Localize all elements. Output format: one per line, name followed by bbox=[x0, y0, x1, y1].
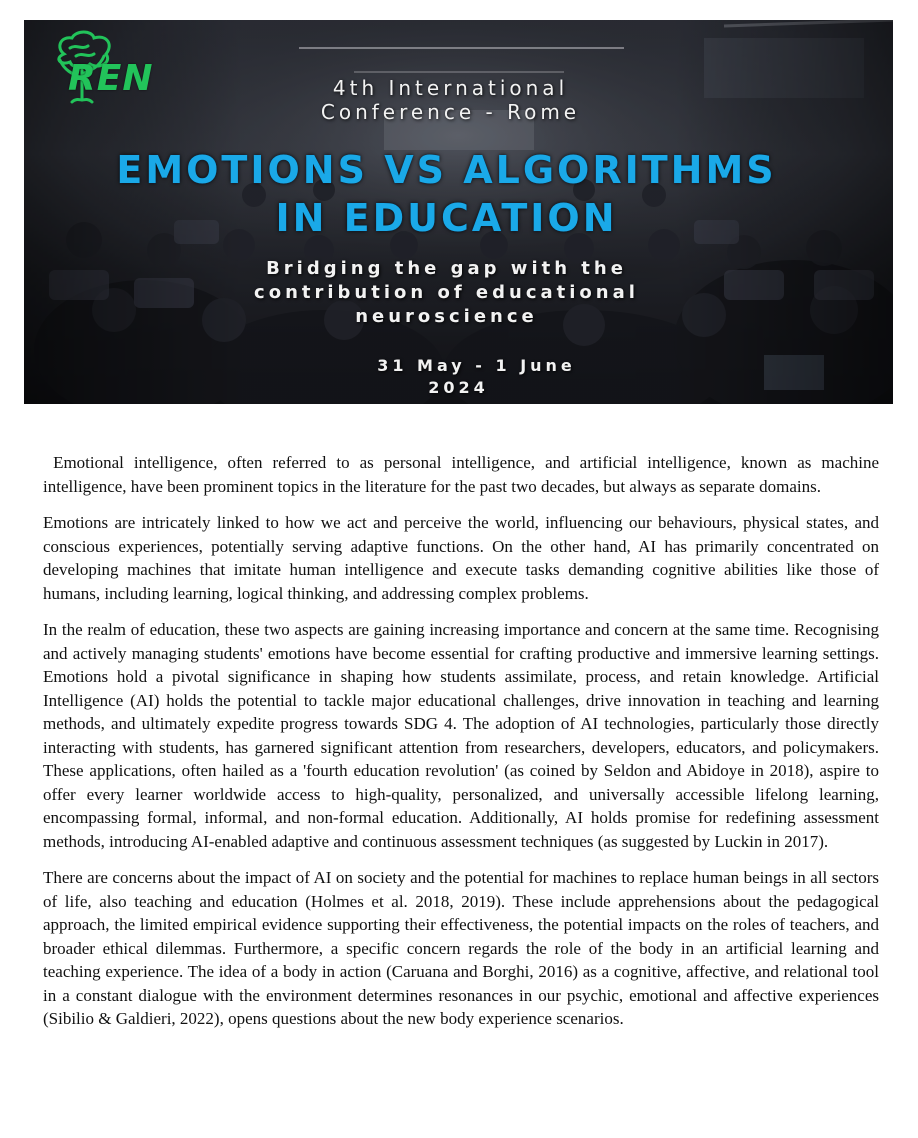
conference-edition: 4th International bbox=[332, 76, 569, 100]
paragraph-emotions: Emotions are intricately linked to how we act and perceive the world, influencing our behaviours, physical states, and conscious experiences, potentially serving adaptive functions. On the other hand, AI has primarily concentrated on developing machines that imitate human intelligence and execute tasks demanding cognitive abilities like those of humans, including learning, logical thinking, and addressing complex problems. bbox=[43, 513, 879, 603]
conference-year: 2024 bbox=[428, 378, 489, 397]
conference-subtitle-line1: Bridging the gap with the bbox=[266, 258, 627, 279]
logo-text: REN bbox=[68, 58, 154, 99]
conference-title-line1: EMOTIONS VS ALGORITHMS bbox=[116, 148, 777, 192]
paragraph-intro: Emotional intelligence, often referred to as personal intelligence, and artificial intelligence, known as machine intelligence, have been prominent topics in the literature for the past two decades, but always as separate domains. bbox=[43, 453, 884, 496]
conference-dates: 31 May - 1 June bbox=[377, 356, 576, 375]
conference-subtitle-line2: contribution of educational bbox=[254, 282, 639, 303]
conference-subtitle-line3: neuroscience bbox=[355, 306, 538, 327]
article-body bbox=[43, 451, 884, 1044]
conference-banner bbox=[24, 18, 893, 404]
conference-location: Conference - Rome bbox=[320, 100, 581, 124]
paragraph-education: In the realm of education, these two aspects are gaining increasing importance and concern at the same time. Recognising and actively managing students' emotions have become essential for crafting productive and immersive learning settings. Emotions hold a pivotal significance in shaping how students assimilate, process, and retain knowledge. Artificial Intelligence (AI) holds the potential to tackle major educational challenges, drive innovation in teaching and learning methods, and ultimately expedite progress towards SDG 4. The adoption of AI technologies, particularly those directly interacting with students, has garnered significant attention from researchers, developers, educators, and policymakers. These applications, often hailed as a 'fourth education revolution' (as coined by Seldon and Abidoye in 2018), aspire to offer every learner worldwide access to high-quality, personalized, and universally accessible lifelong learning, encompassing formal, informal, and non-formal education. Additionally, AI holds promise for redefining assessment methods, introducing AI-enabled adaptive and continuous assessment techniques (as suggested by Luckin in 2017). bbox=[43, 620, 879, 851]
paragraph-concerns: There are concerns about the impact of AI on society and the potential for machines to replace human beings in all sectors of life, also teaching and education (Holmes et al. 2018, 2019). These include apprehensions about the pedagogical approach, the limited empirical evidence supporting their effectiveness, the potential impacts on the roles of teachers, and broader ethical dilemmas. Furthermore, a specific concern regards the role of the body in an artificial learning and teaching experience. The idea of a body in action (Caruana and Borghi, 2016) as a cognitive, affective, and relational tool in a constant dialogue with the environment determines resonances in our psychic, emotional and affective experiences (Sibilio & Galdieri, 2022), opens questions about the new body experience scenarios. bbox=[43, 868, 879, 1028]
conference-title-line2: IN EDUCATION bbox=[275, 196, 618, 240]
